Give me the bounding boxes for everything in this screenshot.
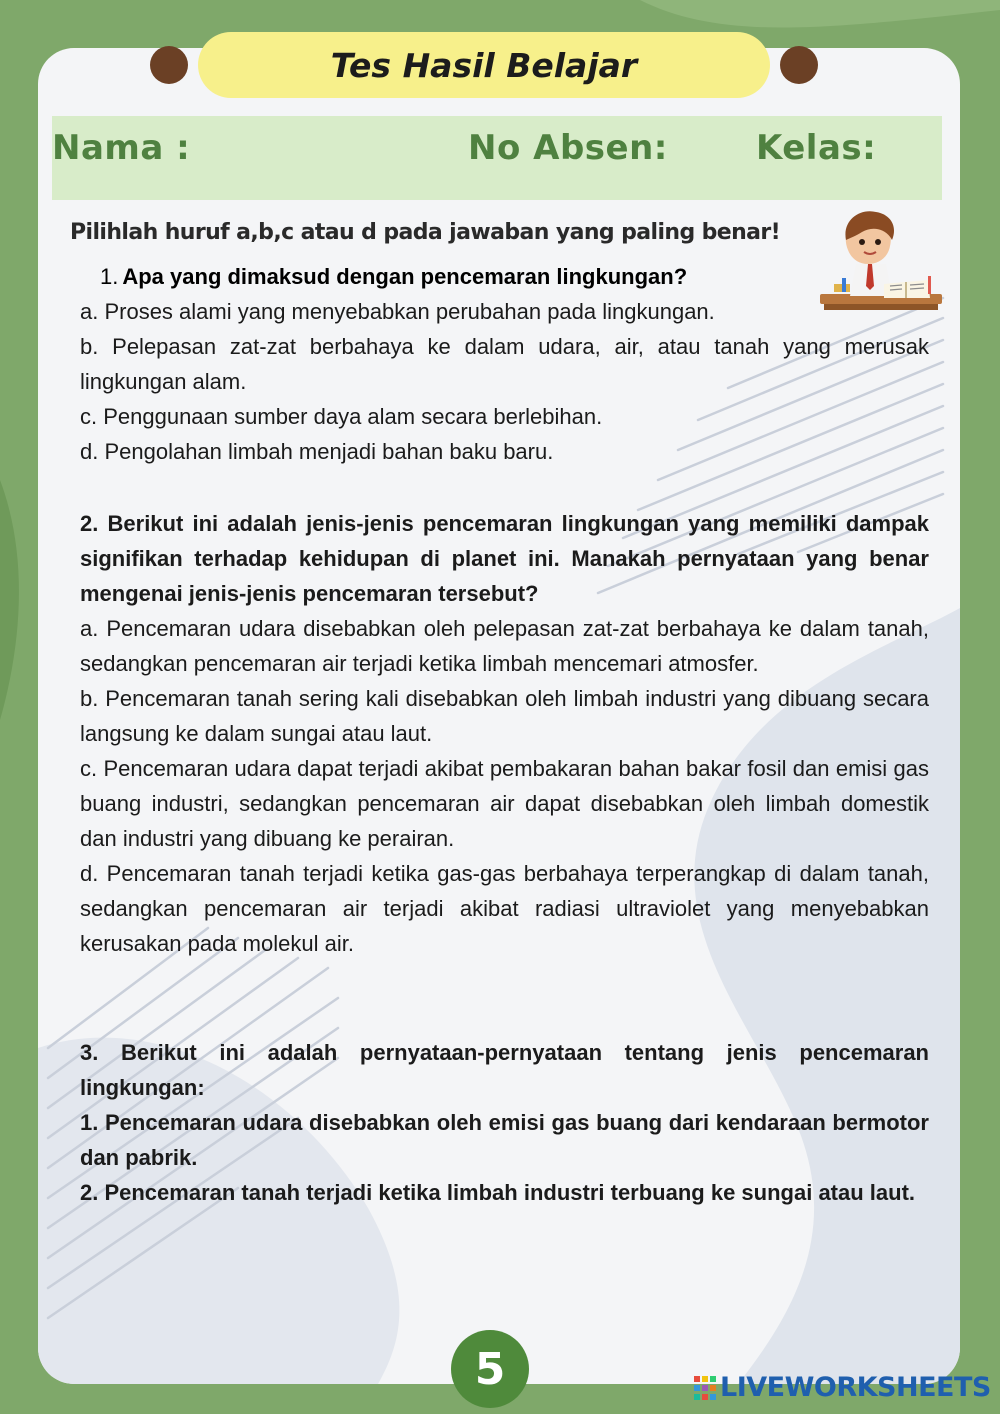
q2-option-c[interactable]: c. Pencemaran udara dapat terjadi akibat pembakaran bahan bakar fosil dan emisi gas buang industri, sedangkan pencemaran air dapat disebabkan oleh limbah domestik dan industri yang dibuang ke perairan. (80, 756, 929, 851)
question-3-block (80, 1035, 929, 1210)
question-1-text: Apa yang dimaksud dengan pencemaran lingkungan? (122, 264, 688, 289)
nama-label: Nama : (52, 128, 191, 168)
student-reading-icon (818, 206, 944, 324)
q1-option-a[interactable]: a. Proses alami yang menyebabkan perubahan pada lingkungan. (80, 299, 715, 324)
q3-statement-2: 2. Pencemaran tanah terjadi ketika limbah industri terbuang ke sungai atau laut. (80, 1180, 916, 1205)
brand-text: LIVEWORKSHEETS (720, 1372, 991, 1403)
decorative-dot-left (150, 46, 188, 84)
q2-option-d[interactable]: d. Pencemaran tanah terjadi ketika gas-gas berbahaya terperangkap di dalam tanah, sedangkan pencemaran air terjadi akibat radiasi ultraviolet yang menyebabkan kerusakan pada molekul air. (80, 861, 929, 956)
absen-label: No Absen: (468, 128, 668, 168)
q2-option-b[interactable]: b. Pencemaran tanah sering kali disebabkan oleh limbah industri yang dibuang secara langsung ke dalam sungai atau laut. (80, 686, 929, 746)
q1-option-d[interactable]: d. Pengolahan limbah menjadi bahan baku baru. (80, 439, 554, 464)
question-1-number: 1. (100, 264, 119, 289)
question-1-options (80, 294, 929, 469)
page-number-badge: 5 (451, 1330, 529, 1408)
question-1-stem (100, 262, 687, 292)
q3-statement-1: 1. Pencemaran udara disebabkan oleh emisi gas buang dari kendaraan bermotor dan pabrik. (80, 1110, 929, 1170)
question-2-text: 2. Berikut ini adalah jenis-jenis pencemaran lingkungan yang memiliki dampak signifikan terhadap kehidupan di planet ini. Manakah pernyataan yang benar mengenai jenis-jenis pencemaran tersebut? (80, 511, 929, 606)
q2-option-a[interactable]: a. Pencemaran udara disebabkan oleh pelepasan zat-zat berbahaya ke dalam tanah, sedangkan pencemaran air terjadi ketika limbah mencemari atmosfer. (80, 616, 929, 676)
liveworksheets-brand[interactable] (694, 1372, 991, 1403)
q1-option-b[interactable]: b. Pelepasan zat-zat berbahaya ke dalam udara, air, atau tanah yang merusak lingkungan alam. (80, 334, 929, 394)
decorative-dot-right (780, 46, 818, 84)
kelas-label: Kelas: (756, 128, 877, 168)
question-3-text: 3. Berikut ini adalah pernyataan-pernyataan tentang jenis pencemaran lingkungan: (80, 1040, 929, 1100)
page-title: Tes Hasil Belajar (198, 32, 770, 98)
liveworksheets-logo-icon (694, 1376, 716, 1400)
instruction-text: Pilihlah huruf a,b,c atau d pada jawaban yang paling benar! (70, 220, 781, 245)
q1-option-c[interactable]: c. Penggunaan sumber daya alam secara berlebihan. (80, 404, 603, 429)
question-2-block (80, 506, 929, 961)
